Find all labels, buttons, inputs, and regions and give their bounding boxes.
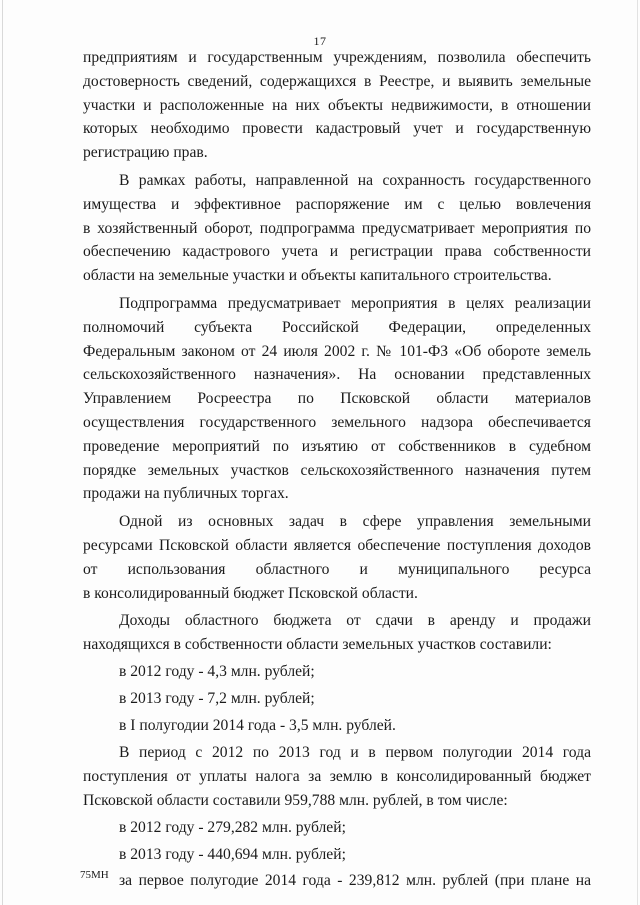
- body-text: [83, 46, 591, 893]
- list-item: в 2012 году - 279,282 млн. рублей;: [119, 818, 346, 836]
- list-item: в 2013 году - 440,694 млн. рублей;: [119, 845, 346, 863]
- text-line: В рамках работы, направленной на сохранность государственного: [119, 171, 591, 189]
- text-line: области на земельные участки и объекты капитального строительства.: [83, 267, 552, 285]
- text-line: Подпрограмма предусматривает мероприятия в целях реализации: [119, 294, 591, 312]
- text-line: проведение мероприятий по изъятию от собственников в судебном: [83, 437, 591, 455]
- text-line: Федеральным законом от 24 июля 2002 г. № 101-ФЗ «Об обороте земель: [83, 342, 591, 360]
- text-line: продажи на публичных торгах.: [83, 485, 289, 503]
- text-line: полномочий субъекта Российской Федерации, определенных: [83, 318, 591, 336]
- text-line: В период с 2012 по 2013 год и в первом полугодии 2014 года: [119, 744, 591, 762]
- footer-mark: 75МН: [80, 869, 109, 881]
- text-line: ресурсами Псковской области является обеспечение поступления доходов: [83, 536, 591, 554]
- text-line: осуществления государственного земельного надзора обеспечивается: [83, 413, 591, 431]
- scan-edge-right: [637, 0, 638, 905]
- scan-edge-left: [2, 0, 3, 905]
- list-item: в 2013 году - 7,2 млн. рублей;: [119, 689, 315, 707]
- text-line: участки и расположенные на них объекты недвижимости, в отношении: [83, 96, 591, 114]
- list-item: в 2012 году - 4,3 млн. рублей;: [119, 662, 315, 680]
- text-line: Доходы областного бюджета от сдачи в аренду и продажи: [119, 612, 591, 630]
- text-line: в хозяйственный оборот, подпрограмма предусматривает мероприятия по: [83, 219, 591, 237]
- page-number: 17: [313, 34, 327, 48]
- text-line: достоверность сведений, содержащихся в Реестре, и выявить земельные: [83, 72, 591, 90]
- text-line: поступления от уплаты налога за землю в консолидированный бюджет: [83, 768, 591, 786]
- text-line: порядке земельных участков сельскохозяйственного назначения путем: [83, 461, 591, 479]
- text-line: Управлением Росреестра по Псковской области материалов: [83, 390, 591, 408]
- text-line: предприятиям и государственным учреждениям, позволила обеспечить: [83, 49, 591, 66]
- text-line: в консолидированный бюджет Псковской области.: [83, 584, 418, 602]
- text-line: Одной из основных задач в сфере управления земельными: [119, 513, 591, 531]
- text-line: имущества и эффективное распоряжение им с целью вовлечения: [83, 195, 591, 213]
- list-item: за первое полугодие 2014 года - 239,812 млн. рублей (при плане на: [119, 872, 591, 890]
- text-line: Псковской области составили 959,788 млн. рублей, в том числе:: [83, 791, 508, 809]
- text-line: регистрацию прав.: [83, 144, 208, 162]
- list-item: в I полугодии 2014 года - 3,5 млн. рублей.: [119, 716, 396, 734]
- text-line: которых необходимо провести кадастровый учет и государственную: [83, 120, 591, 138]
- text-line: от использования областного и муниципального ресурса: [83, 560, 591, 578]
- text-line: находящихся в собственности области земельных участков составили:: [83, 636, 552, 654]
- text-line: сельскохозяйственного назначения». На основании представленных: [83, 366, 591, 384]
- text-line: обеспечению кадастрового учета и регистрации права собственности: [83, 243, 591, 261]
